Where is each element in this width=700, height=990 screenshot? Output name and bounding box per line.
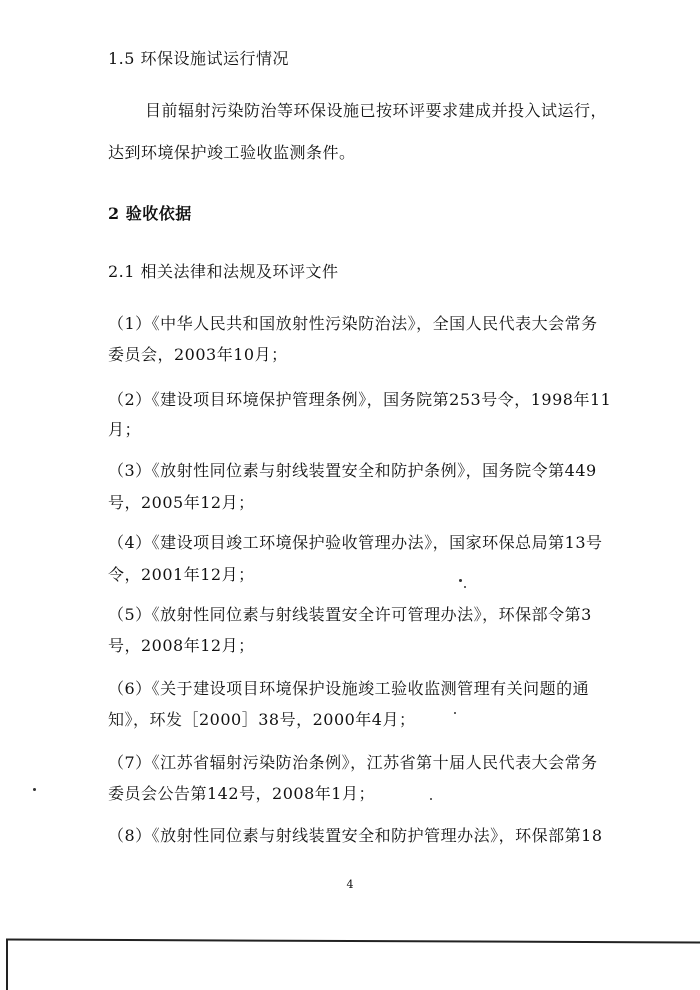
reference-item-6-line-2: 知》，环发［2000］38号，2000年4月； <box>108 710 416 729</box>
scan-speck <box>459 579 462 582</box>
reference-item-3-line-1: （3）《放射性同位素与射线装置安全和防护条例》，国务院令第449 <box>108 461 597 480</box>
reference-item-4-line-2: 令，2001年12月； <box>108 565 255 584</box>
scan-border-line <box>6 938 700 943</box>
scan-speck <box>33 788 36 791</box>
page-number: 4 <box>346 878 354 891</box>
scan-speck <box>454 712 456 714</box>
scan-speck <box>430 798 432 800</box>
reference-item-1-line-2: 委员会，2003年10月； <box>108 345 288 364</box>
reference-item-8-line-1: （8）《放射性同位素与射线装置安全和防护管理办法》，环保部第18 <box>108 826 603 845</box>
reference-item-2-line-1: （2）《建设项目环境保护管理条例》，国务院第253号令，1998年11 <box>108 390 612 409</box>
reference-item-1-line-1: （1）《中华人民共和国放射性污染防治法》，全国人民代表大会常务 <box>108 314 598 333</box>
section-1-5-heading: 1.5 环保设施试运行情况 <box>108 49 290 68</box>
reference-item-5-line-1: （5）《放射性同位素与射线装置安全许可管理办法》，环保部令第3 <box>108 605 592 624</box>
section-1-5-paragraph-line-2: 达到环境保护竣工验收监测条件。 <box>108 143 356 162</box>
section-2-1-heading: 2.1 相关法律和法规及环评文件 <box>108 262 339 281</box>
reference-item-4-line-1: （4）《建设项目竣工环境保护验收管理办法》，国家环保总局第13号 <box>108 533 603 552</box>
reference-item-2-line-2: 月； <box>108 420 142 439</box>
reference-item-7-line-1: （7）《江苏省辐射污染防治条例》，江苏省第十届人民代表大会常务 <box>108 753 598 772</box>
reference-item-7-line-2: 委员会公告第142号，2008年1月； <box>108 784 375 803</box>
reference-item-3-line-2: 号，2005年12月； <box>108 493 255 512</box>
reference-item-5-line-2: 号，2008年12月； <box>108 636 255 655</box>
scan-speck <box>464 586 466 588</box>
section-2-heading: 2 验收依据 <box>108 204 192 223</box>
scan-border-left <box>6 940 8 990</box>
reference-item-6-line-1: （6）《关于建设项目环境保护设施竣工验收监测管理有关问题的通 <box>108 679 590 698</box>
section-1-5-paragraph-line-1: 目前辐射污染防治等环保设施已按环评要求建成并投入试运行， <box>145 101 608 120</box>
